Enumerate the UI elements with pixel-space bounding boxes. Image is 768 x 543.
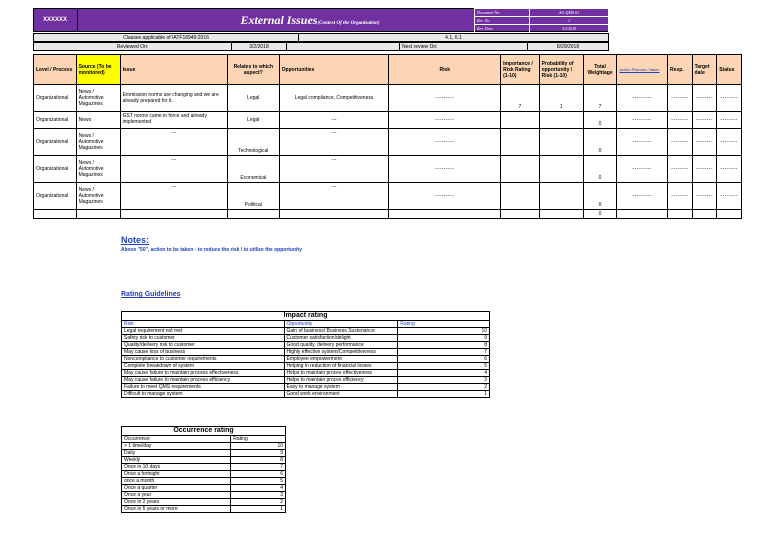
- cell-action: ---------: [617, 112, 668, 129]
- cell-source: News / Automotive Magazines: [76, 156, 120, 183]
- table-row: [122, 342, 490, 349]
- impact-rating: 3: [398, 377, 490, 384]
- impact-opportunity: Helps to maintain proces efficiency: [284, 377, 398, 384]
- cell-relates: [227, 210, 279, 219]
- table-row: [122, 377, 490, 384]
- cell-issue: Emmission norms are changing and we are already prepared for it.: [120, 85, 227, 112]
- impact-rating: 2: [398, 384, 490, 391]
- cell-probability: [539, 156, 583, 183]
- table-row: [122, 384, 490, 391]
- col-issue: Issue: [120, 55, 227, 85]
- col-opportunities: Opportunities: [279, 55, 389, 85]
- impact-opportunity: Good work environment: [284, 391, 398, 398]
- cell-risk: ---------: [389, 85, 501, 112]
- cell-probability: 1: [539, 85, 583, 112]
- cell-opportunities: Legal compliance, Competitiveness: [279, 85, 389, 112]
- cell-risk: ---------: [389, 129, 501, 156]
- col-total: Total Weightage: [583, 55, 617, 85]
- impact-opportunity: Good quality, delivery performance: [284, 342, 398, 349]
- occurrence-label: Once in 5 years or more: [122, 506, 231, 513]
- cell-action: ---------: [617, 156, 668, 183]
- cell-status: --------: [717, 112, 742, 129]
- table-row: [122, 391, 490, 398]
- cell-total: 0: [583, 183, 617, 210]
- table-row: [122, 506, 286, 513]
- table-row: [34, 112, 742, 129]
- impact-rating: 4: [398, 370, 490, 377]
- occurrence-rating: 3: [231, 492, 286, 499]
- cell-relates: Political: [227, 183, 279, 210]
- col-source: Source (To be monitored): [76, 55, 120, 85]
- impact-risk: Failure to meet QMS requirements: [122, 384, 285, 391]
- table-row: [122, 464, 286, 471]
- cell-risk: [389, 210, 501, 219]
- cell-issue: GST norms came in force and already implemented: [120, 112, 227, 129]
- table-row: [122, 356, 490, 363]
- occurrence-rating: 7: [231, 464, 286, 471]
- notes-title: Notes:: [121, 235, 150, 245]
- cell-status: --------: [717, 183, 742, 210]
- rev-date-value: 3/2/2018: [530, 25, 609, 33]
- cell-opportunities: ---: [279, 156, 389, 183]
- impact-opportunity: Highly effective system/Competitiveness: [284, 349, 398, 356]
- next-review-value: 8/29/2018: [528, 43, 609, 51]
- cell-opportunities: ---: [279, 112, 389, 129]
- cell-status: --------: [717, 156, 742, 183]
- cell-importance: [501, 210, 539, 219]
- impact-col-rating: Rating: [398, 321, 490, 328]
- occurrence-rating: 1: [231, 506, 286, 513]
- occurrence-label: Once a fortnight: [122, 471, 231, 478]
- cell-level: Organizational: [34, 112, 77, 129]
- col-target: Target date: [692, 55, 717, 85]
- notes-text: Above "50", action to be taken - to reduce the risk / to utilize the opportunity: [121, 247, 302, 253]
- cell-importance: [501, 112, 539, 129]
- impact-risk: Safety risk to customer: [122, 335, 285, 342]
- col-level: Level / Process: [34, 55, 77, 85]
- cell-source: News / Automotive Magazines: [76, 85, 120, 112]
- impact-rating: 1: [398, 391, 490, 398]
- clauses-label: Clauses applicable of IATF16949:2016: [34, 34, 299, 42]
- table-row: [122, 457, 286, 464]
- cell-resp: --------: [668, 85, 693, 112]
- page-title-sub: (Context Of the Organization): [317, 21, 380, 26]
- impact-rating: 9: [398, 335, 490, 342]
- table-row: [122, 370, 490, 377]
- cell-level: Organizational: [34, 183, 77, 210]
- table-row: [34, 85, 742, 112]
- occurrence-rating: 2: [231, 499, 286, 506]
- table-row: [122, 485, 286, 492]
- impact-risk: Legal requirement not met: [122, 328, 285, 335]
- cell-probability: [539, 210, 583, 219]
- impact-opportunity: Employee empowerment: [284, 356, 398, 363]
- cell-resp: [668, 210, 693, 219]
- cell-risk: ---------: [389, 112, 501, 129]
- impact-opportunity: Helps to maintain proces effectiveness: [284, 370, 398, 377]
- cell-issue: ---: [120, 183, 227, 210]
- next-review-label: Next review On:: [400, 43, 528, 51]
- cell-total: 0: [583, 112, 617, 129]
- col-status: Status: [717, 55, 742, 85]
- cell-resp: --------: [668, 112, 693, 129]
- cell-resp: --------: [668, 129, 693, 156]
- col-action: Action Planned / taken: [617, 55, 668, 85]
- clauses-row: [33, 33, 609, 42]
- cell-relates: Legal: [227, 112, 279, 129]
- cell-relates: Economical: [227, 156, 279, 183]
- occurrence-label: Daily: [122, 450, 231, 457]
- cell-total: 7: [583, 85, 617, 112]
- cell-issue: ---: [120, 156, 227, 183]
- clauses-value: 4.1, 6.1: [299, 34, 609, 42]
- occurrence-label: Once in 2 years: [122, 499, 231, 506]
- cell-target: --------: [692, 183, 717, 210]
- cell-status: [717, 210, 742, 219]
- cell-probability: [539, 112, 583, 129]
- cell-action: ---------: [617, 85, 668, 112]
- impact-rating: 10: [398, 328, 490, 335]
- table-row: [34, 129, 742, 156]
- impact-risk: May cause loss of business: [122, 349, 285, 356]
- impact-risk: Quality/delivery risk to customer: [122, 342, 285, 349]
- cell-target: --------: [692, 85, 717, 112]
- impact-opportunity: Customer satisfaction/delight: [284, 335, 398, 342]
- impact-opportunity: Gain of business/ Business Sustenance: [284, 328, 398, 335]
- col-relates: Relates to which aspect?: [227, 55, 279, 85]
- cell-importance: [501, 183, 539, 210]
- cell-risk: ---------: [389, 183, 501, 210]
- cell-action: ---------: [617, 129, 668, 156]
- cell-target: --------: [692, 129, 717, 156]
- cell-source: News / Automotive Magazines: [76, 129, 120, 156]
- cell-risk: ---------: [389, 156, 501, 183]
- cell-target: --------: [692, 112, 717, 129]
- impact-risk: Complete breakdown of system: [122, 363, 285, 370]
- impact-risk: Noncompliance to customer requirements: [122, 356, 285, 363]
- spacer-cell: [287, 43, 400, 51]
- reviewed-value: 3/2/2018: [232, 43, 287, 51]
- cell-issue: ---: [120, 129, 227, 156]
- table-row: [122, 349, 490, 356]
- cell-source: News / Automotive Magazines: [76, 183, 120, 210]
- page-title-main: External Issues: [240, 13, 318, 27]
- occurrence-col-rating: Rating: [231, 436, 286, 443]
- cell-opportunities: ---: [279, 129, 389, 156]
- occurrence-label: Once a year: [122, 492, 231, 499]
- rev-date-label: Rev. Date:: [475, 25, 530, 33]
- table-row: [34, 156, 742, 183]
- impact-rating: 7: [398, 349, 490, 356]
- impact-opportunity: Helping in reduction of financial losses: [284, 363, 398, 370]
- impact-rating: 8: [398, 342, 490, 349]
- doc-no-value: AG-QMS-01: [530, 9, 609, 17]
- impact-col-opportunity: Opportunity: [284, 321, 398, 328]
- col-importance: Importance / Risk Rating (1-10): [501, 55, 539, 85]
- cell-importance: [501, 156, 539, 183]
- impact-col-risk: Risk: [122, 321, 285, 328]
- cell-level: Organizational: [34, 156, 77, 183]
- cell-level: Organizational: [34, 85, 77, 112]
- cell-resp: --------: [668, 183, 693, 210]
- impact-risk: Difficult to manage system: [122, 391, 285, 398]
- reviewed-label: Reviewed On:: [34, 43, 232, 51]
- cell-source: [76, 210, 120, 219]
- cell-importance: [501, 129, 539, 156]
- cell-action: [617, 210, 668, 219]
- issues-table: [33, 54, 742, 219]
- cell-resp: --------: [668, 156, 693, 183]
- col-probability: Probability of opportunity / Risk (1-10): [539, 55, 583, 85]
- occurrence-label: > 1 time/day: [122, 443, 231, 450]
- table-row: [122, 478, 286, 485]
- occurrence-rating: 8: [231, 457, 286, 464]
- occurrence-col-occurrence: Occurrence: [122, 436, 231, 443]
- impact-rating: 5: [398, 363, 490, 370]
- cell-status: --------: [717, 129, 742, 156]
- cell-level: Organizational: [34, 129, 77, 156]
- occurrence-rating: 10: [231, 443, 286, 450]
- occurrence-label: Weekly: [122, 457, 231, 464]
- impact-rating: 6: [398, 356, 490, 363]
- table-row: [34, 183, 742, 210]
- col-resp: Resp.: [668, 55, 693, 85]
- guidelines-title: Rating Guidelines: [121, 291, 181, 298]
- doc-meta-table: [474, 8, 609, 33]
- impact-risk: May cause failure to maintain process efficiency: [122, 377, 285, 384]
- cell-target: [692, 210, 717, 219]
- table-row: [122, 443, 286, 450]
- cell-status: --------: [717, 85, 742, 112]
- occurrence-rating: 5: [231, 478, 286, 485]
- table-row: [122, 471, 286, 478]
- occurrence-label: Once in 10 days: [122, 464, 231, 471]
- occurrence-label: Once a quarter: [122, 485, 231, 492]
- cell-probability: [539, 183, 583, 210]
- table-row: [122, 492, 286, 499]
- occurrence-rating: 4: [231, 485, 286, 492]
- occurrence-rating-title: Occurrence rating: [122, 427, 286, 436]
- cell-opportunities: [279, 210, 389, 219]
- occurrence-rating: 6: [231, 471, 286, 478]
- page-title: [200, 10, 420, 30]
- cell-target: --------: [692, 156, 717, 183]
- rev-no-value: 1: [530, 17, 609, 25]
- table-header-row: [34, 55, 742, 85]
- cell-relates: Technological: [227, 129, 279, 156]
- cell-total: 0: [583, 156, 617, 183]
- header-left-code: XXXXXX: [33, 8, 78, 32]
- cell-probability: [539, 129, 583, 156]
- review-row: [33, 42, 609, 51]
- cell-level: [34, 210, 77, 219]
- table-row: [122, 328, 490, 335]
- occurrence-rating-table: [121, 426, 286, 513]
- cell-total: 0: [583, 129, 617, 156]
- cell-relates: Legal: [227, 85, 279, 112]
- impact-opportunity: Easy to manage system: [284, 384, 398, 391]
- col-risk: Risk: [389, 55, 501, 85]
- table-row: [34, 210, 742, 219]
- table-row: [122, 450, 286, 457]
- occurrence-rating: 9: [231, 450, 286, 457]
- cell-action: ---------: [617, 183, 668, 210]
- impact-rating-table: [121, 311, 490, 398]
- cell-issue: [120, 210, 227, 219]
- table-row: [122, 335, 490, 342]
- rev-no-label: Rev. No.: [475, 17, 530, 25]
- table-row: [122, 363, 490, 370]
- impact-risk: May cause failure to maintain process effectiveness: [122, 370, 285, 377]
- cell-importance: 7: [501, 85, 539, 112]
- impact-rating-title: Impact rating: [122, 312, 490, 321]
- cell-total: 0: [583, 210, 617, 219]
- table-row: [122, 499, 286, 506]
- occurrence-label: once a month: [122, 478, 231, 485]
- cell-opportunities: ---: [279, 183, 389, 210]
- doc-no-label: Document No:: [475, 9, 530, 17]
- cell-source: News: [76, 112, 120, 129]
